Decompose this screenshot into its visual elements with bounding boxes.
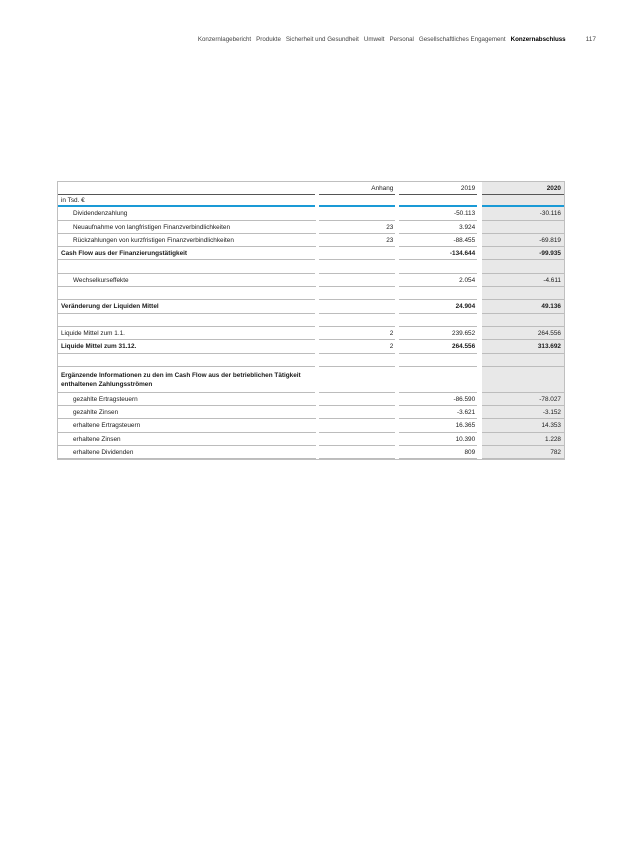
table-row	[58, 234, 564, 247]
row-value-2020: -30.116	[482, 207, 564, 220]
table-row	[58, 221, 564, 234]
row-anhang	[319, 300, 395, 313]
table-row	[58, 393, 564, 406]
row-value-2020: -99.935	[482, 247, 564, 260]
table-row	[58, 260, 564, 273]
table-row	[58, 354, 564, 367]
row-label: Ergänzende Informationen zu den im Cash Flow aus der betrieblichen Tätigkeit enthaltenen Zahlungsströmen	[58, 367, 315, 393]
row-value-2019	[399, 367, 477, 393]
row-label: erhaltene Ertragsteuern	[58, 419, 316, 432]
row-label: Cash Flow aus der Finanzierungstätigkeit	[58, 247, 315, 260]
nav-item[interactable]: Sicherheit und Gesundheit	[285, 36, 359, 43]
table-row	[58, 274, 564, 287]
table-row	[58, 367, 564, 393]
table-row	[58, 446, 564, 459]
section-nav	[198, 36, 566, 43]
row-anhang: 23	[319, 234, 395, 247]
nav-item[interactable]: Konzernlagebericht	[197, 36, 252, 43]
row-anhang	[319, 247, 395, 260]
nav-item[interactable]: Produkte	[256, 36, 281, 43]
row-label: Liquide Mittel zum 31.12.	[58, 340, 315, 353]
row-anhang	[319, 314, 395, 327]
row-anhang	[319, 354, 395, 367]
unit-label: in Tsd. €	[58, 195, 315, 207]
row-value-2020	[482, 287, 564, 300]
row-value-2020	[482, 260, 564, 273]
row-anhang	[319, 260, 395, 273]
table-row	[58, 247, 564, 260]
table-row	[58, 406, 564, 419]
row-value-2020: 1.228	[482, 433, 564, 446]
table-row	[58, 340, 564, 353]
row-label	[58, 314, 315, 327]
header-label-cell	[58, 182, 315, 195]
row-anhang	[319, 367, 395, 393]
row-value-2019	[399, 287, 477, 300]
row-value-2019	[399, 354, 477, 367]
row-label: Dividendenzahlung	[58, 207, 316, 220]
row-label	[58, 260, 315, 273]
row-anhang	[319, 446, 395, 459]
table-row	[58, 433, 564, 446]
unit-row	[58, 195, 564, 207]
header-anhang: Anhang	[319, 182, 395, 195]
row-anhang	[319, 433, 395, 446]
row-value-2020: -3.152	[482, 406, 564, 419]
row-value-2020: 313.692	[482, 340, 564, 353]
table-row	[58, 419, 564, 432]
row-anhang: 2	[319, 340, 395, 353]
row-label: Rückzahlungen von kurzfristigen Finanzverbindlichkeiten	[58, 234, 316, 247]
nav-item[interactable]: Konzernabschluss	[510, 36, 566, 43]
row-label	[58, 354, 315, 367]
row-anhang	[319, 287, 395, 300]
row-label: erhaltene Dividenden	[58, 446, 316, 459]
row-value-2019: 239.652	[399, 327, 477, 340]
row-value-2020: -4.611	[482, 274, 564, 287]
row-anhang	[319, 419, 395, 432]
row-value-2019: -134.644	[399, 247, 477, 260]
table-row	[58, 300, 564, 313]
table-header-row	[58, 182, 564, 195]
table-row	[58, 207, 564, 220]
nav-item[interactable]: Personal	[389, 36, 414, 43]
row-value-2020: 264.556	[482, 327, 564, 340]
row-value-2019: -88.455	[399, 234, 477, 247]
row-anhang	[319, 393, 395, 406]
header-2020: 2020	[482, 182, 564, 195]
row-value-2019: -50.113	[399, 207, 477, 220]
nav-item[interactable]: Gesellschaftliches Engagement	[418, 36, 506, 43]
row-label: Veränderung der Liquiden Mittel	[58, 300, 315, 313]
table-row	[58, 287, 564, 300]
row-value-2019	[399, 260, 477, 273]
table-row	[58, 314, 564, 327]
row-label: Wechselkurseffekte	[58, 274, 316, 287]
cash-flow-table	[57, 181, 565, 460]
row-value-2019: 16.365	[399, 419, 477, 432]
page-number: 117	[585, 36, 596, 43]
row-anhang	[319, 274, 395, 287]
row-anhang	[319, 207, 395, 220]
row-value-2019: 2.054	[399, 274, 477, 287]
row-value-2019: -3.621	[399, 406, 477, 419]
row-anhang: 2	[319, 327, 395, 340]
row-label: gezahlte Zinsen	[58, 406, 316, 419]
row-value-2020: 782	[482, 446, 564, 459]
row-anhang: 23	[319, 221, 395, 234]
row-value-2019: 3.924	[399, 221, 477, 234]
row-label	[58, 287, 315, 300]
row-value-2020	[482, 221, 564, 234]
row-value-2020	[482, 314, 564, 327]
row-label: gezahlte Ertragsteuern	[58, 393, 316, 406]
row-value-2020: -69.819	[482, 234, 564, 247]
header-2019: 2019	[399, 182, 477, 195]
row-value-2019: 24.904	[399, 300, 477, 313]
table-row	[58, 327, 564, 340]
row-value-2020: 49.136	[482, 300, 564, 313]
row-value-2019: 264.556	[399, 340, 477, 353]
row-label: Neuaufnahme von langfristigen Finanzverbindlichkeiten	[58, 221, 316, 234]
row-value-2020: -78.027	[482, 393, 564, 406]
row-value-2020	[482, 367, 564, 393]
row-value-2019: 10.390	[399, 433, 477, 446]
row-label: erhaltene Zinsen	[58, 433, 316, 446]
row-value-2019: 809	[399, 446, 477, 459]
row-label: Liquide Mittel zum 1.1.	[58, 327, 315, 340]
row-anhang	[319, 406, 395, 419]
page-header	[198, 36, 596, 43]
row-value-2019: -86.590	[399, 393, 477, 406]
row-value-2020	[482, 354, 564, 367]
row-value-2019	[399, 314, 477, 327]
row-value-2020: 14.353	[482, 419, 564, 432]
nav-item[interactable]: Umwelt	[363, 36, 385, 43]
